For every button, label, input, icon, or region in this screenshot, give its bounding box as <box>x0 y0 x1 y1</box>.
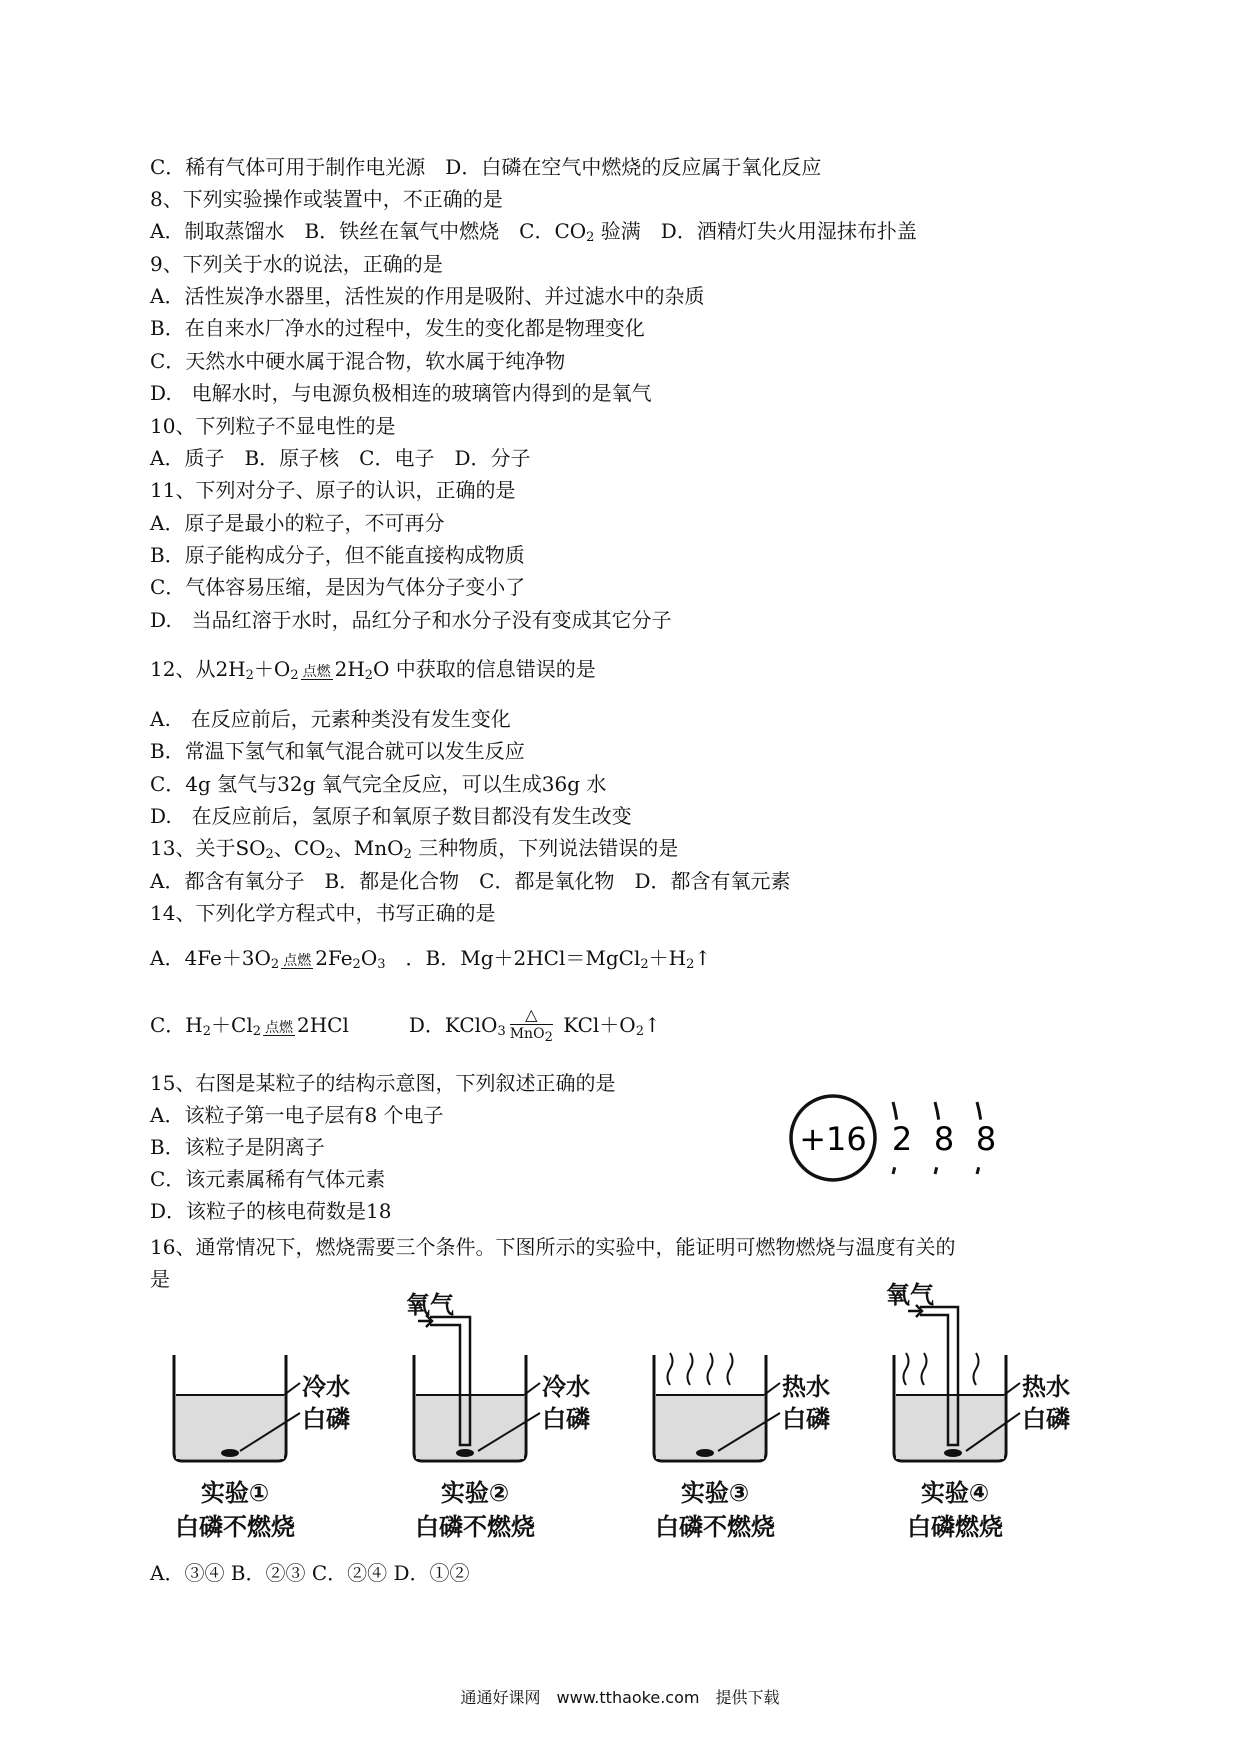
q16-options: A．③④ B．②③ C．②④ D．①② <box>150 1561 470 1585</box>
q8-options: A．制取蒸馏水 B．铁丝在氧气中燃烧 C．$CO_2$ 验满 D．酒精灯失火用湿抹布扑盖 <box>150 219 917 245</box>
white-phosphorus <box>944 1449 962 1457</box>
q13-stem: 13、关于$SO_2$、$CO_2$、MnO$_2$ 三种物质，下列说法错误的是 <box>150 836 679 862</box>
q14-options-ab: A．$4Fe+3O_2$ 点燃 $2Fe_2O_3$ ．B．$Mg+2HCl=MgCl_2+H_2↑$ <box>150 946 712 972</box>
white-phosphorus <box>221 1449 239 1457</box>
q11-option-c: C．气体容易压缩，是因为气体分子变小了 <box>150 575 526 599</box>
water <box>656 1395 764 1459</box>
experiment-result: 白磷不燃烧 <box>175 1513 295 1541</box>
q12-option-c: C．4g 氢气与32g 氧气完全反应，可以生成36g 水 <box>150 772 607 796</box>
water-label: 冷水 <box>542 1373 590 1401</box>
q9-option-b: B．在自来水厂净水的过程中，发生的变化都是物理变化 <box>150 316 645 340</box>
q13-options: A．都含有氧分子 B．都是化合物 C．都是氧化物 D．都含有氧元素 <box>150 869 791 893</box>
experiment-result: 白磷燃烧 <box>907 1513 1003 1541</box>
experiment-title: 实验① <box>200 1479 270 1507</box>
q12-stem: 12、从$2H_2+O_2$ 点燃 $2H_2O$ 中获取的信息错误的是 <box>150 657 596 683</box>
phosphorus-label: 白磷 <box>1022 1405 1070 1433</box>
q16-stem-2: 是 <box>150 1267 170 1291</box>
atomic-structure-diagram <box>785 1078 1015 1198</box>
water-label: 热水 <box>782 1373 830 1401</box>
experiment-title: 实验③ <box>680 1479 750 1507</box>
q8-stem: 8、下列实验操作或装置中，不正确的是 <box>150 187 503 211</box>
q15-option-d: D．该粒子的核电荷数是18 <box>150 1199 392 1223</box>
water-label: 冷水 <box>302 1373 350 1401</box>
heat-catalyst-condition: $\frac{\triangle}{MnO_2}$ <box>509 1005 553 1045</box>
phosphorus-label: 白磷 <box>782 1405 830 1433</box>
q15-option-c: C．该元素属稀有气体元素 <box>150 1167 386 1191</box>
white-phosphorus <box>456 1449 474 1457</box>
shell-electrons-3: 8 <box>975 1120 997 1158</box>
q15-option-b: B．该粒子是阴离子 <box>150 1135 325 1159</box>
q10-stem: 10、下列粒子不显电性的是 <box>150 414 396 438</box>
footer-source: 通通好课网 www.tthaoke.com 提供下载 <box>460 1688 780 1707</box>
q11-stem: 11、下列对分子、原子的认识，正确的是 <box>150 478 516 502</box>
steam-icon <box>668 1353 733 1385</box>
q11-option-d: D. 当品红溶于水时，品红分子和水分子没有变成其它分子 <box>150 608 672 632</box>
shell-electrons-2: 8 <box>933 1120 955 1158</box>
phosphorus-label: 白磷 <box>302 1405 350 1433</box>
q7-option-cd: C．稀有气体可用于制作电光源 D．白磷在空气中燃烧的反应属于氧化反应 <box>150 155 822 179</box>
q15-option-a: A．该粒子第一电子层有8 个电子 <box>150 1103 444 1127</box>
q9-option-c: C．天然水中硬水属于混合物，软水属于纯净物 <box>150 349 566 373</box>
q16-stem-1: 16、通常情况下，燃烧需要三个条件。下图所示的实验中，能证明可燃物燃烧与温度有关的 <box>150 1235 956 1259</box>
q11-option-a: A．原子是最小的粒子，不可再分 <box>150 511 445 535</box>
q15-stem: 15、右图是某粒子的结构示意图，下列叙述正确的是 <box>150 1071 616 1095</box>
experiment-title: 实验② <box>440 1479 510 1507</box>
experiment-result: 白磷不燃烧 <box>655 1513 775 1541</box>
combustion-experiments <box>150 1281 1090 1545</box>
q9-option-d: D. 电解水时，与电源负极相连的玻璃管内得到的是氧气 <box>150 381 652 405</box>
oxygen-label: 氧气 <box>886 1281 934 1309</box>
q9-option-a: A．活性炭净水器里，活性炭的作用是吸附、并过滤水中的杂质 <box>150 284 705 308</box>
white-phosphorus <box>696 1449 714 1457</box>
q11-option-b: B．原子能构成分子，但不能直接构成物质 <box>150 543 525 567</box>
q10-options: A．质子 B．原子核 C．电子 D．分子 <box>150 446 531 470</box>
experiment-4 <box>880 1281 1100 1545</box>
ignite-condition: 点燃 <box>283 953 312 969</box>
experiment-1 <box>160 1295 380 1545</box>
experiment-result: 白磷不燃烧 <box>415 1513 535 1541</box>
ignite-condition: 点燃 <box>265 1020 294 1036</box>
ignite-condition: 点燃 <box>302 664 331 680</box>
steam-icon <box>904 1353 979 1385</box>
experiment-2 <box>400 1291 620 1545</box>
nucleus-charge: +16 <box>799 1120 867 1158</box>
q9-stem: 9、下列关于水的说法，正确的是 <box>150 252 443 276</box>
phosphorus-label: 白磷 <box>542 1405 590 1433</box>
q14-options-cd: C．$H_2+Cl_2$ 点燃 2HCl D．KClO$_3$ $\frac{\triangle}{MnO_2}$ $KCl+O_2↑$ <box>150 1005 661 1045</box>
q12-option-a: A. 在反应前后，元素种类没有发生变化 <box>150 707 511 731</box>
q14-stem: 14、下列化学方程式中，书写正确的是 <box>150 901 496 925</box>
experiment-3 <box>640 1295 860 1545</box>
q12-option-b: B．常温下氢气和氧气混合就可以发生反应 <box>150 739 525 763</box>
oxygen-label: 氧气 <box>406 1291 454 1319</box>
shell-electrons-1: 2 <box>891 1120 913 1158</box>
experiment-title: 实验④ <box>920 1479 990 1507</box>
water-label: 热水 <box>1022 1373 1070 1401</box>
q12-option-d: D. 在反应前后，氢原子和氧原子数目都没有发生改变 <box>150 804 632 828</box>
